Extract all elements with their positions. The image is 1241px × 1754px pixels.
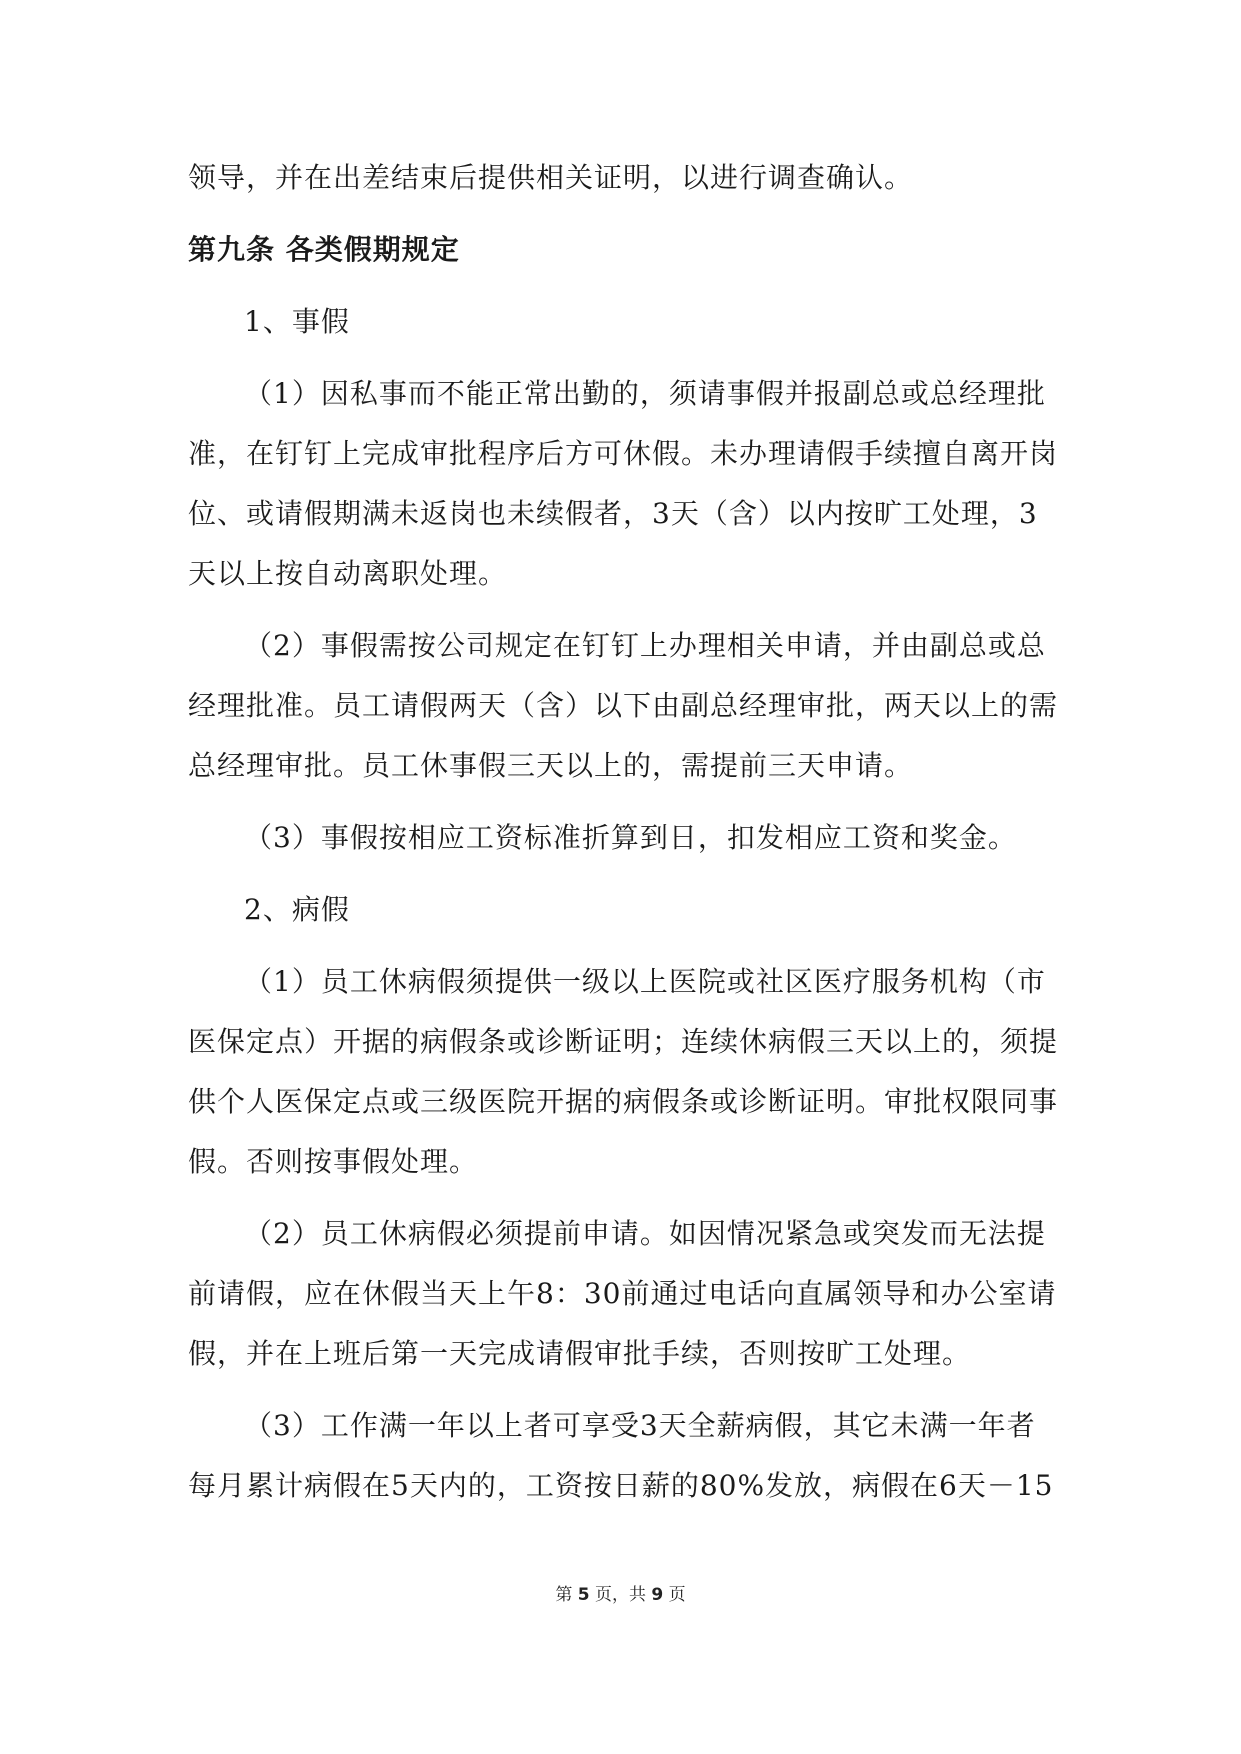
text-line: （2）员工休病假必须提前申请。如因情况紧急或突发而无法提 [244, 1217, 1046, 1250]
footer-middle: 页，共 [595, 1585, 646, 1605]
text-line: 位、或请假期满未返岗也未续假者，3天（含）以内按旷工处理，3 [188, 497, 1038, 530]
text-line: 前请假，应在休假当天上午8：30前通过电话向直属领导和办公室请 [188, 1277, 1057, 1310]
text-line: 假。否则按事假处理。 [188, 1145, 479, 1178]
text-line: 经理批准。员工请假两天（含）以下由副总经理审批，两天以上的需 [188, 689, 1059, 722]
section-heading: 第九条 各类假期规定 [188, 233, 460, 266]
text-line: （3）事假按相应工资标准折算到日，扣发相应工资和奖金。 [244, 821, 1017, 854]
footer-suffix: 页 [668, 1585, 686, 1605]
text-line: 供个人医保定点或三级医院开据的病假条或诊断证明。审批权限同事 [188, 1085, 1059, 1118]
text-line: 医保定点）开据的病假条或诊断证明；连续休病假三天以上的，须提 [188, 1025, 1059, 1058]
page-footer [0, 1580, 1241, 1605]
footer-prefix: 第 [555, 1585, 573, 1605]
text-line: 假，并在上班后第一天完成请假审批手续，否则按旷工处理。 [188, 1337, 972, 1370]
text-line: 领导，并在出差结束后提供相关证明，以进行调查确认。 [188, 161, 914, 194]
text-line: 总经理审批。员工休事假三天以上的，需提前三天申请。 [188, 749, 914, 782]
document-body [188, 148, 1058, 1516]
text-line: （1）员工休病假须提供一级以上医院或社区医疗服务机构（市 [244, 965, 1046, 998]
text-line: 准，在钉钉上完成审批程序后方可休假。未办理请假手续擅自离开岗 [188, 437, 1059, 470]
text-line: （2）事假需按公司规定在钉钉上办理相关申请，并由副总或总 [244, 629, 1046, 662]
text-line: 天以上按自动离职处理。 [188, 557, 508, 590]
text-line: （3）工作满一年以上者可享受3天全薪病假，其它未满一年者 [244, 1409, 1036, 1442]
subsection-heading: 1、事假 [244, 305, 350, 338]
text-line: 每月累计病假在5天内的，工资按日薪的80%发放，病假在6天－15 [188, 1469, 1054, 1502]
subsection-heading: 2、病假 [244, 893, 350, 926]
total-page-number: 9 [651, 1585, 664, 1605]
text-line: （1）因私事而不能正常出勤的，须请事假并报副总或总经理批 [244, 377, 1046, 410]
current-page-number: 5 [577, 1585, 590, 1605]
